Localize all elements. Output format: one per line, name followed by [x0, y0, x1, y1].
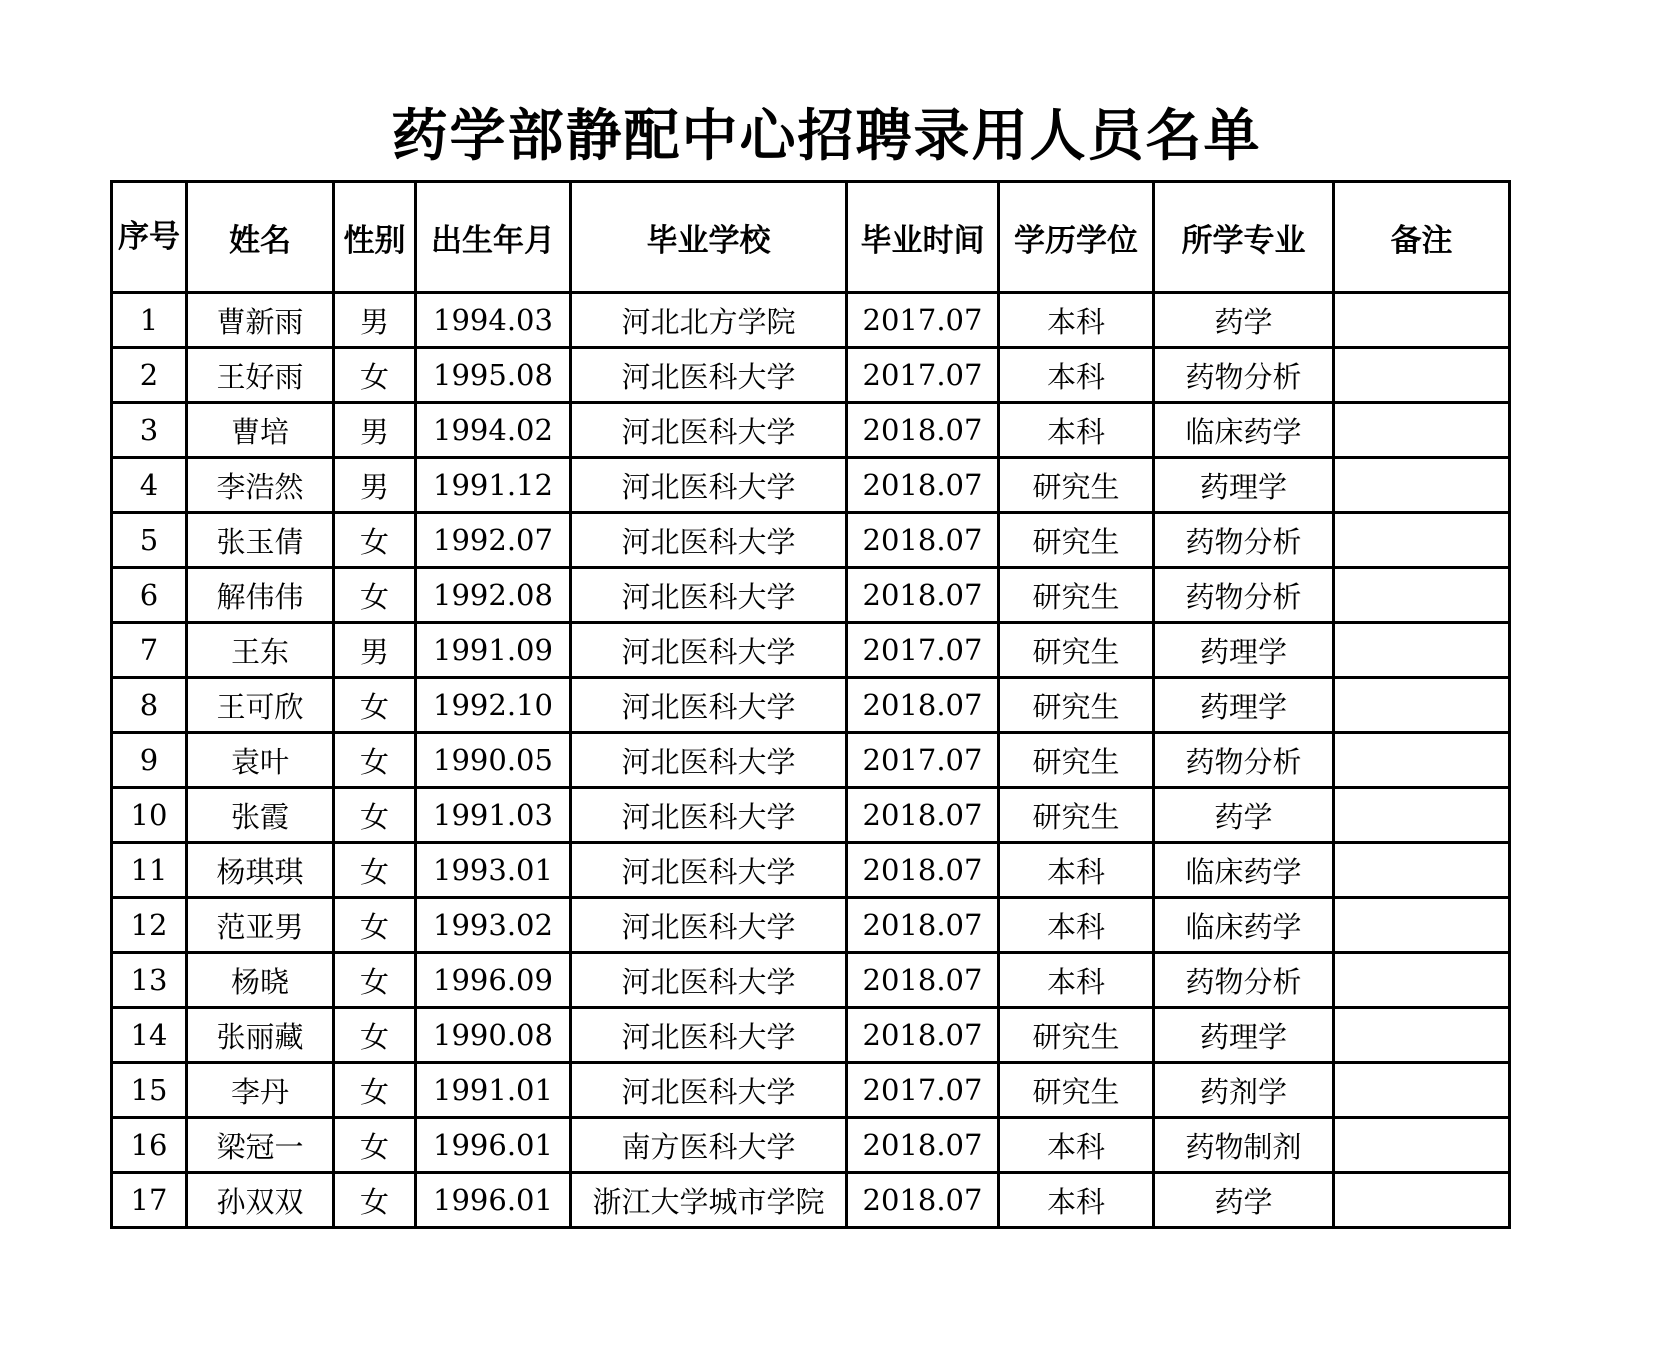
cell-remarks	[1334, 293, 1510, 348]
cell-birth: 1992.07	[416, 513, 571, 568]
cell-birth: 1992.10	[416, 678, 571, 733]
cell-birth: 1990.08	[416, 1008, 571, 1063]
cell-grad-date: 2018.07	[847, 403, 999, 458]
cell-degree: 本科	[999, 348, 1154, 403]
cell-birth: 1993.01	[416, 843, 571, 898]
table-row	[112, 293, 1510, 348]
table-row	[112, 678, 1510, 733]
cell-remarks	[1334, 953, 1510, 1008]
cell-name: 梁冠一	[187, 1118, 334, 1173]
cell-remarks	[1334, 678, 1510, 733]
cell-degree: 本科	[999, 898, 1154, 953]
cell-seq: 7	[112, 623, 187, 678]
cell-major: 药理学	[1154, 458, 1334, 513]
cell-major: 药物分析	[1154, 568, 1334, 623]
cell-grad-date: 2018.07	[847, 1118, 999, 1173]
cell-seq: 14	[112, 1008, 187, 1063]
cell-name: 张霞	[187, 788, 334, 843]
header-grad-date: 毕业时间	[847, 182, 999, 293]
cell-seq: 9	[112, 733, 187, 788]
cell-birth: 1992.08	[416, 568, 571, 623]
table-row	[112, 348, 1510, 403]
cell-gender: 女	[334, 733, 416, 788]
header-birth: 出生年月	[416, 182, 571, 293]
cell-degree: 本科	[999, 1173, 1154, 1228]
cell-seq: 15	[112, 1063, 187, 1118]
table-row	[112, 513, 1510, 568]
table-row	[112, 1008, 1510, 1063]
cell-grad-date: 2018.07	[847, 898, 999, 953]
cell-seq: 5	[112, 513, 187, 568]
cell-major: 药学	[1154, 788, 1334, 843]
cell-seq: 4	[112, 458, 187, 513]
cell-name: 杨琪琪	[187, 843, 334, 898]
cell-school: 河北医科大学	[571, 403, 847, 458]
header-major: 所学专业	[1154, 182, 1334, 293]
cell-school: 浙江大学城市学院	[571, 1173, 847, 1228]
cell-remarks	[1334, 568, 1510, 623]
cell-school: 南方医科大学	[571, 1118, 847, 1173]
cell-seq: 8	[112, 678, 187, 733]
cell-remarks	[1334, 623, 1510, 678]
cell-degree: 研究生	[999, 1063, 1154, 1118]
header-name: 姓名	[187, 182, 334, 293]
cell-birth: 1994.02	[416, 403, 571, 458]
cell-remarks	[1334, 733, 1510, 788]
cell-remarks	[1334, 1063, 1510, 1118]
table-row	[112, 458, 1510, 513]
cell-gender: 男	[334, 458, 416, 513]
cell-degree: 研究生	[999, 788, 1154, 843]
cell-birth: 1991.09	[416, 623, 571, 678]
cell-gender: 男	[334, 403, 416, 458]
cell-grad-date: 2018.07	[847, 513, 999, 568]
cell-name: 解伟伟	[187, 568, 334, 623]
cell-degree: 本科	[999, 1118, 1154, 1173]
cell-remarks	[1334, 348, 1510, 403]
cell-grad-date: 2018.07	[847, 1008, 999, 1063]
table-row	[112, 1118, 1510, 1173]
header-gender: 性别	[334, 182, 416, 293]
cell-gender: 女	[334, 898, 416, 953]
table-row	[112, 1173, 1510, 1228]
cell-birth: 1991.12	[416, 458, 571, 513]
cell-school: 河北医科大学	[571, 898, 847, 953]
cell-grad-date: 2018.07	[847, 568, 999, 623]
cell-degree: 研究生	[999, 623, 1154, 678]
cell-name: 李浩然	[187, 458, 334, 513]
cell-degree: 研究生	[999, 1008, 1154, 1063]
table-row	[112, 1063, 1510, 1118]
cell-name: 范亚男	[187, 898, 334, 953]
table-row	[112, 623, 1510, 678]
cell-remarks	[1334, 1173, 1510, 1228]
cell-remarks	[1334, 788, 1510, 843]
cell-birth: 1993.02	[416, 898, 571, 953]
cell-birth: 1995.08	[416, 348, 571, 403]
cell-major: 药理学	[1154, 623, 1334, 678]
table-row	[112, 568, 1510, 623]
cell-seq: 1	[112, 293, 187, 348]
cell-gender: 女	[334, 1173, 416, 1228]
cell-major: 药物制剂	[1154, 1118, 1334, 1173]
cell-major: 药理学	[1154, 1008, 1334, 1063]
cell-name: 孙双双	[187, 1173, 334, 1228]
cell-major: 药学	[1154, 1173, 1334, 1228]
cell-gender: 女	[334, 568, 416, 623]
cell-degree: 本科	[999, 403, 1154, 458]
table-row	[112, 788, 1510, 843]
cell-gender: 女	[334, 953, 416, 1008]
cell-grad-date: 2017.07	[847, 293, 999, 348]
cell-grad-date: 2018.07	[847, 678, 999, 733]
roster-table	[110, 180, 1511, 1229]
cell-major: 临床药学	[1154, 403, 1334, 458]
header-school: 毕业学校	[571, 182, 847, 293]
cell-name: 杨晓	[187, 953, 334, 1008]
cell-name: 曹新雨	[187, 293, 334, 348]
cell-seq: 6	[112, 568, 187, 623]
cell-major: 药理学	[1154, 678, 1334, 733]
cell-school: 河北医科大学	[571, 348, 847, 403]
cell-grad-date: 2018.07	[847, 843, 999, 898]
cell-gender: 女	[334, 678, 416, 733]
cell-degree: 本科	[999, 293, 1154, 348]
cell-school: 河北医科大学	[571, 843, 847, 898]
cell-remarks	[1334, 403, 1510, 458]
cell-degree: 研究生	[999, 513, 1154, 568]
table-row	[112, 403, 1510, 458]
header-degree: 学历学位	[999, 182, 1154, 293]
cell-degree: 本科	[999, 953, 1154, 1008]
cell-grad-date: 2018.07	[847, 1173, 999, 1228]
cell-major: 临床药学	[1154, 898, 1334, 953]
cell-school: 河北医科大学	[571, 678, 847, 733]
cell-birth: 1991.01	[416, 1063, 571, 1118]
cell-name: 王东	[187, 623, 334, 678]
cell-birth: 1996.01	[416, 1173, 571, 1228]
page-title: 药学部静配中心招聘录用人员名单	[391, 104, 1262, 169]
cell-gender: 女	[334, 1008, 416, 1063]
cell-major: 药物分析	[1154, 348, 1334, 403]
cell-gender: 男	[334, 623, 416, 678]
cell-name: 曹培	[187, 403, 334, 458]
cell-grad-date: 2018.07	[847, 953, 999, 1008]
cell-major: 药学	[1154, 293, 1334, 348]
cell-major: 临床药学	[1154, 843, 1334, 898]
cell-seq: 2	[112, 348, 187, 403]
cell-remarks	[1334, 843, 1510, 898]
cell-school: 河北医科大学	[571, 733, 847, 788]
cell-school: 河北医科大学	[571, 458, 847, 513]
cell-birth: 1996.01	[416, 1118, 571, 1173]
cell-birth: 1991.03	[416, 788, 571, 843]
cell-grad-date: 2017.07	[847, 1063, 999, 1118]
cell-grad-date: 2018.07	[847, 788, 999, 843]
cell-school: 河北北方学院	[571, 293, 847, 348]
cell-grad-date: 2017.07	[847, 348, 999, 403]
cell-major: 药物分析	[1154, 733, 1334, 788]
header-remarks: 备注	[1334, 182, 1510, 293]
cell-degree: 研究生	[999, 568, 1154, 623]
cell-seq: 12	[112, 898, 187, 953]
cell-name: 张玉倩	[187, 513, 334, 568]
cell-gender: 女	[334, 843, 416, 898]
cell-seq: 3	[112, 403, 187, 458]
table-row	[112, 898, 1510, 953]
table-row	[112, 733, 1510, 788]
cell-name: 李丹	[187, 1063, 334, 1118]
table-row	[112, 843, 1510, 898]
cell-school: 河北医科大学	[571, 788, 847, 843]
cell-birth: 1994.03	[416, 293, 571, 348]
cell-seq: 16	[112, 1118, 187, 1173]
cell-name: 袁叶	[187, 733, 334, 788]
cell-school: 河北医科大学	[571, 953, 847, 1008]
cell-seq: 13	[112, 953, 187, 1008]
cell-grad-date: 2017.07	[847, 733, 999, 788]
cell-seq: 10	[112, 788, 187, 843]
cell-remarks	[1334, 1008, 1510, 1063]
cell-gender: 女	[334, 348, 416, 403]
cell-grad-date: 2018.07	[847, 458, 999, 513]
cell-gender: 女	[334, 788, 416, 843]
cell-degree: 研究生	[999, 678, 1154, 733]
cell-gender: 女	[334, 1063, 416, 1118]
cell-grad-date: 2017.07	[847, 623, 999, 678]
cell-major: 药剂学	[1154, 1063, 1334, 1118]
cell-name: 王好雨	[187, 348, 334, 403]
cell-gender: 女	[334, 513, 416, 568]
cell-school: 河北医科大学	[571, 568, 847, 623]
cell-school: 河北医科大学	[571, 623, 847, 678]
header-row	[112, 182, 1510, 293]
cell-school: 河北医科大学	[571, 513, 847, 568]
cell-birth: 1996.09	[416, 953, 571, 1008]
cell-major: 药物分析	[1154, 953, 1334, 1008]
cell-seq: 17	[112, 1173, 187, 1228]
cell-remarks	[1334, 898, 1510, 953]
cell-school: 河北医科大学	[571, 1008, 847, 1063]
cell-degree: 本科	[999, 843, 1154, 898]
cell-degree: 研究生	[999, 458, 1154, 513]
cell-remarks	[1334, 1118, 1510, 1173]
cell-name: 张丽藏	[187, 1008, 334, 1063]
cell-name: 王可欣	[187, 678, 334, 733]
cell-gender: 女	[334, 1118, 416, 1173]
cell-degree: 研究生	[999, 733, 1154, 788]
table-row	[112, 953, 1510, 1008]
cell-major: 药物分析	[1154, 513, 1334, 568]
cell-birth: 1990.05	[416, 733, 571, 788]
cell-remarks	[1334, 458, 1510, 513]
cell-seq: 11	[112, 843, 187, 898]
table-body	[112, 293, 1510, 1228]
cell-remarks	[1334, 513, 1510, 568]
header-seq: 序号	[112, 182, 187, 293]
cell-gender: 男	[334, 293, 416, 348]
cell-school: 河北医科大学	[571, 1063, 847, 1118]
